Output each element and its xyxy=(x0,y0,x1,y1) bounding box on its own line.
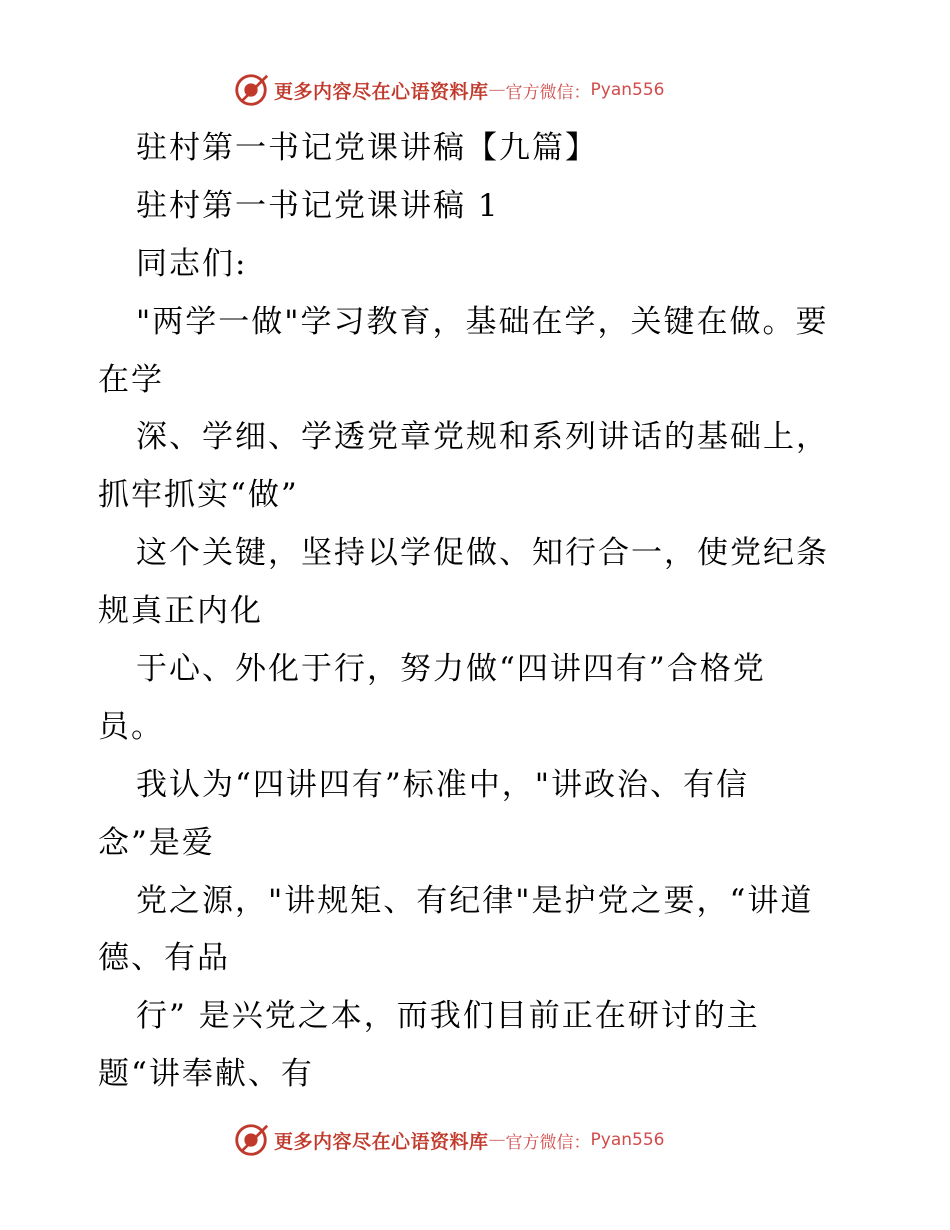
banner-dash: — xyxy=(488,80,506,100)
text-line: 行” 是兴党之本，而我们目前正在研讨的主 xyxy=(136,998,760,1035)
text-line: 题“讲奉献、有 xyxy=(98,1056,314,1093)
text-line: "两学一做"学习教育，基础在学，关键在做。要 xyxy=(136,303,829,340)
banner-wechat-id: Pyan556 xyxy=(590,1130,665,1150)
banner-wechat-id: Pyan556 xyxy=(590,80,665,100)
text-line: 念”是爱 xyxy=(98,824,215,861)
banner-wechat-label: 官方微信： xyxy=(505,1132,591,1153)
document-body xyxy=(98,120,858,1104)
text-line: 抓牢抓实“做” xyxy=(98,477,299,514)
text-line: 德、有品 xyxy=(98,940,230,977)
banner-dash: — xyxy=(488,1130,506,1150)
pen-logo-icon xyxy=(232,71,270,109)
text-line: 驻村第一书记党课讲稿【九篇】 xyxy=(136,130,598,166)
banner-slogan: 更多内容尽在心语资料库 xyxy=(274,80,489,103)
footer-banner xyxy=(232,1120,712,1160)
text-line: 于心、外化于行，努力做“四讲四有”合格党 xyxy=(136,651,766,688)
banner-slogan: 更多内容尽在心语资料库 xyxy=(274,1130,489,1153)
text-line: 这个关键，坚持以学促做、知行合一，使党纪条 xyxy=(136,535,829,572)
text-line: 深、学细、学透党章党规和系列讲话的基础上， xyxy=(136,419,829,456)
text-line: 党之源，"讲规矩、有纪律"是护党之要，“讲道 xyxy=(136,882,814,919)
text-line: 在学 xyxy=(98,361,164,398)
header-banner xyxy=(232,70,712,110)
banner-wechat-label: 官方微信： xyxy=(505,82,591,103)
pen-logo-icon xyxy=(232,1121,270,1159)
text-line: 员。 xyxy=(98,708,164,745)
text-line: 同志们: xyxy=(136,245,248,282)
text-line: 驻村第一书记党课讲稿 1 xyxy=(136,187,500,224)
text-line: 我认为“四讲四有”标准中，"讲政治、有信 xyxy=(136,766,749,803)
text-line: 规真正内化 xyxy=(98,593,263,630)
